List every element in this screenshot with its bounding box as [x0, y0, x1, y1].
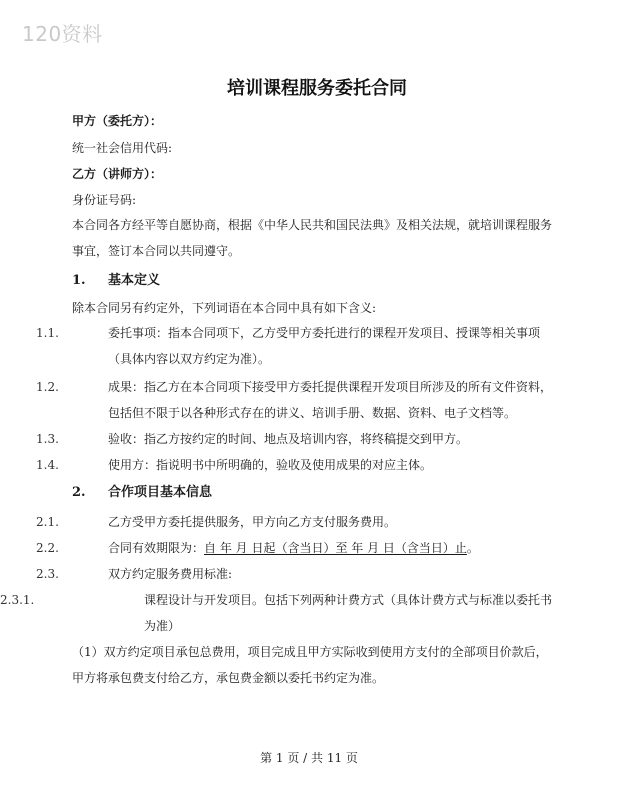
clause-number: 1.2. [36, 380, 59, 394]
clause-text: 合同有效期限为： [108, 541, 205, 555]
clause-2-1 [36, 509, 557, 535]
clause-number: 2.3.1. [0, 593, 35, 607]
clause-number: 2.3. [36, 567, 59, 581]
clause-text: 验收：指乙方按约定的时间、地点及培训内容，将终稿提交到甲方。 [108, 432, 469, 446]
section-1-heading [72, 271, 160, 291]
clause-text: 成果：指乙方在本合同项下接受甲方委托提供课程开发项目所涉及的所有文件资料，包括但不限于以各种形式存在的讲义、培训手册、数据、资料、电子文档等。 [108, 380, 553, 420]
credit-code-label: 统一社会信用代码: [72, 141, 173, 155]
intro-paragraph: 本合同各方经平等自愿协商，根据《中华人民共和国民法典》及相关法规，就培训课程服务事宜，签订本合同以共同遵守。 [72, 218, 553, 258]
fee-note-paragraph: （1）双方约定项目承包总费用，项目完成且甲方实际收到使用方支付的全部项目价款后，甲方将承包费支付给乙方，承包费金额以委托书约定为准。 [72, 645, 548, 685]
clause-2-2 [36, 535, 557, 561]
clause-text: 乙方受甲方委托提供服务，甲方向乙方支付服务费用。 [108, 515, 397, 529]
clause-text: 双方约定服务费用标准: [108, 567, 233, 581]
clause-number: 1.1. [36, 326, 59, 340]
id-number-label: 身份证号码: [72, 193, 137, 207]
clause-number: 2.2. [36, 541, 59, 555]
clause-2-3-1 [0, 587, 557, 639]
clause-2-3 [36, 561, 557, 587]
section-1-title: 基本定义 [108, 273, 161, 288]
section-2-number: 2. [72, 485, 86, 500]
clause-1-2 [36, 374, 557, 426]
clause-number: 1.4. [36, 458, 59, 472]
clause-text: 委托事项：指本合同项下，乙方受甲方委托进行的课程开发项目、授课等相关事项（具体内容以双方约定为准）。 [108, 326, 541, 366]
clause-1-3 [36, 426, 557, 452]
document-title: 培训课程服务委托合同 [227, 78, 407, 99]
party-b-label: 乙方（讲师方）： [72, 167, 163, 181]
section-1-number: 1. [72, 273, 86, 288]
page-footer: 第 1 页 / 共 11 页 [260, 751, 358, 765]
clause-1-4 [36, 452, 557, 478]
section-1-lead: 除本合同另有约定外，下列词语在本合同中具有如下含义: [72, 301, 377, 315]
section-2-title: 合作项目基本信息 [108, 485, 213, 500]
clause-text: 课程设计与开发项目。包括下列两种计费方式（具体计费方式与标准以委托书为准） [144, 593, 553, 633]
section-2-heading [72, 483, 212, 503]
clause-1-1 [36, 320, 557, 372]
clause-number: 2.1. [36, 515, 59, 529]
party-a-label: 甲方（委托方）： [72, 114, 163, 128]
clause-suffix: 。 [466, 541, 479, 555]
watermark: 120资料 [22, 22, 103, 46]
validity-period-blank: 自 年 月 日起（含当日）至 年 月 日（含当日）止 [204, 541, 467, 555]
clause-number: 1.3. [36, 432, 59, 446]
clause-text: 使用方：指说明书中所明确的，验收及使用成果的对应主体。 [108, 458, 433, 472]
